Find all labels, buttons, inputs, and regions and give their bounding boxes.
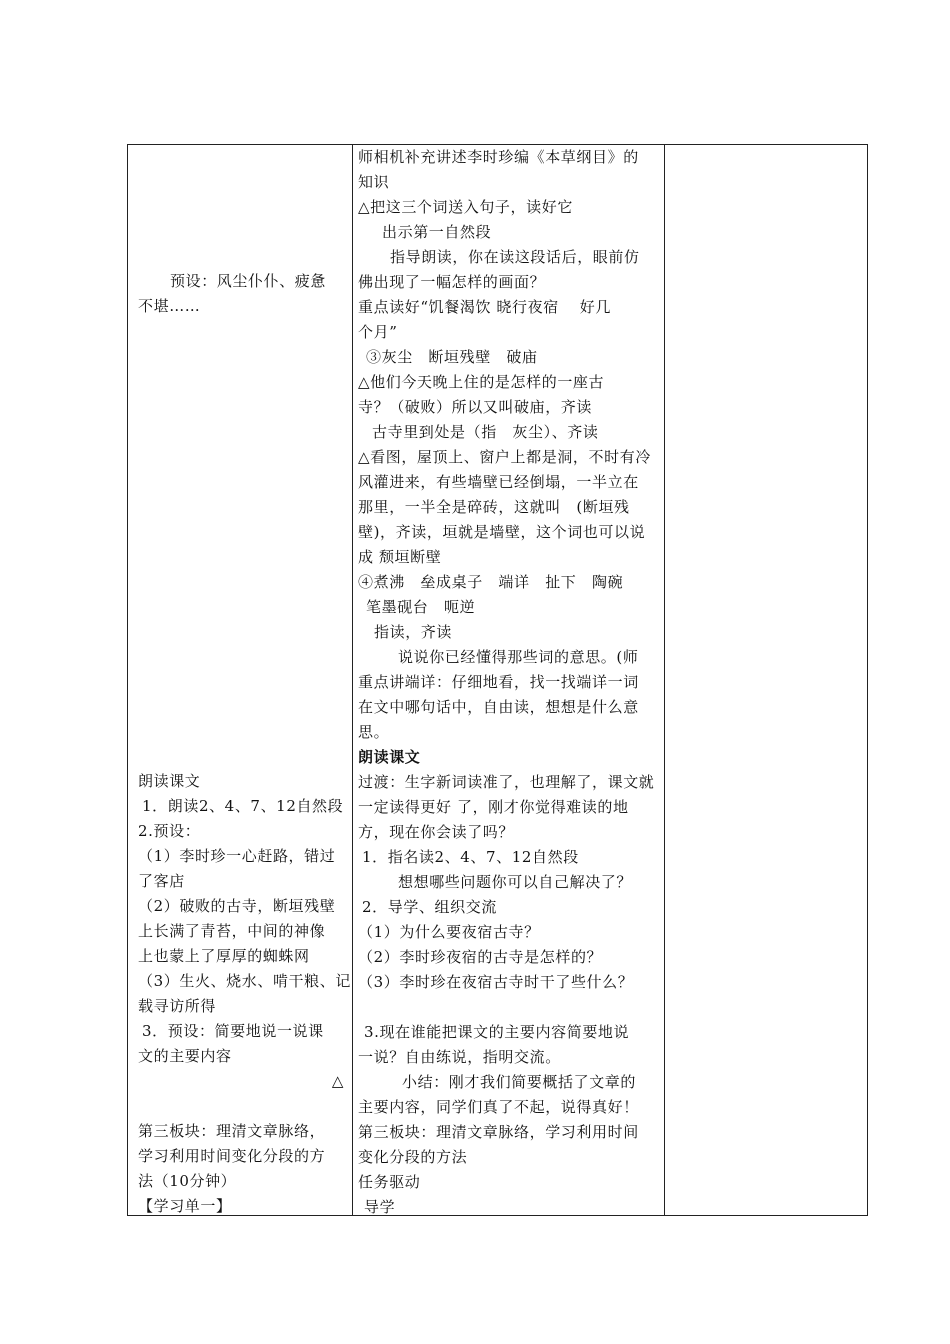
- text-line: △把这三个词送入句子，读好它: [358, 198, 573, 216]
- text-line: 主要内容，同学们真了不起，说得真好！: [358, 1098, 639, 1116]
- text-line: 指导朗读，你在读这段话后，眼前仿: [390, 248, 640, 266]
- text-line: 想想哪些问题你可以自己解决了？: [398, 873, 633, 891]
- text-line: 小结：刚才我们简要概括了文章的: [402, 1073, 637, 1091]
- text-line: 笔墨砚台 呃逆: [366, 598, 476, 616]
- text-line: （3）李时珍在夜宿古寺时干了些什么？: [358, 973, 634, 991]
- student-activity-column: [128, 145, 352, 1215]
- teacher-activity-column: [352, 145, 664, 1215]
- triangle-marker: △: [331, 1072, 344, 1090]
- list-item: 2.预设：: [138, 822, 201, 840]
- list-item: 了客店: [138, 872, 185, 890]
- list-item: 1．朗读2、4、7、12自然段: [142, 797, 344, 815]
- list-item: （2）破败的古寺，断垣残壁: [138, 897, 336, 915]
- text-line: ③灰尘 断垣残壁 破庙: [366, 348, 538, 366]
- text-line: 壁)，齐读，垣就是墙壁，这个词也可以说: [358, 523, 646, 541]
- text-line: 师相机补充讲述李时珍编《本草纲目》的: [358, 148, 639, 166]
- list-item: （1）李时珍一心赶路，错过: [138, 847, 336, 865]
- text-line: 在文中哪句话中，自由读，想想是什么意: [358, 698, 639, 716]
- text-line: △他们今天晚上住的是怎样的一座古: [358, 373, 605, 391]
- list-item: 上也蒙上了厚厚的蜘蛛网: [138, 947, 310, 965]
- list-item: （3）生火、烧水、啃干粮、记: [138, 972, 351, 990]
- text-line: 思。: [358, 723, 390, 741]
- notes-column: [664, 145, 867, 1215]
- section-heading: 朗读课文: [138, 772, 201, 790]
- text-line: 指读，齐读: [374, 623, 453, 641]
- text-line: 方，现在你会读了吗？: [358, 823, 515, 841]
- text-line: 那里，一半全是碎砖，这就叫 (断垣残: [358, 498, 630, 516]
- lesson-plan-table: [127, 144, 868, 1216]
- text-line: 佛出现了一幅怎样的画面？: [358, 273, 546, 291]
- text-line: 导学: [364, 1198, 396, 1216]
- text-line: （1）为什么要夜宿古寺？: [358, 923, 540, 941]
- list-item: 上长满了青苔，中间的神像: [138, 922, 326, 940]
- text-line: 风灌进来，有些墙壁已经倒塌，一半立在: [358, 473, 639, 491]
- text-line: 2．导学、组织交流: [362, 898, 497, 916]
- section-heading: 第三板块：理清文章脉络，: [138, 1122, 326, 1140]
- text-line: ④煮沸 垒成桌子 端详 扯下 陶碗: [358, 573, 624, 591]
- learning-unit-label: 【学习单一】: [138, 1197, 232, 1215]
- list-item: 文的主要内容: [138, 1047, 232, 1065]
- text-line: 出示第一自然段: [382, 223, 492, 241]
- text-line: 寺？（破败）所以又叫破庙，齐读: [358, 398, 593, 416]
- text-line: 第三板块：理清文章脉络，学习利用时间: [358, 1123, 639, 1141]
- text-line: △看图，屋顶上、窗户上都是洞，不时有冷: [358, 448, 651, 466]
- text-line: 重点读好“饥餐渴饮 晓行夜宿 好几: [358, 298, 612, 316]
- text-line: 成 颓垣断壁: [358, 548, 442, 566]
- section-heading: 学习利用时间变化分段的方: [138, 1147, 326, 1165]
- text-line: 知识: [358, 173, 390, 191]
- text-line: 过渡：生字新词读准了，也理解了，课文就: [358, 773, 655, 791]
- list-item: 3．预设：简要地说一说课: [142, 1022, 324, 1040]
- section-heading: 法（10分钟）: [138, 1172, 237, 1190]
- text-line: 个月”: [358, 323, 398, 341]
- text-line: 任务驱动: [358, 1173, 421, 1191]
- preset-text: 不堪……: [138, 297, 201, 315]
- text-line: 一定读得更好 了，刚才你觉得难读的地: [358, 798, 629, 816]
- text-line: （2）李时珍夜宿的古寺是怎样的？: [358, 948, 603, 966]
- text-line: 重点讲端详：仔细地看，找一找端详一词: [358, 673, 639, 691]
- text-line: 1．指名读2、4、7、12自然段: [362, 848, 579, 866]
- list-item: 载寻访所得: [138, 997, 217, 1015]
- text-line: 3.现在谁能把课文的主要内容简要地说: [364, 1023, 630, 1041]
- text-line: 古寺里到处是（指 灰尘）、齐读: [372, 423, 599, 441]
- text-line: 说说你已经懂得那些词的意思。(师: [398, 648, 639, 666]
- preset-text: 预设：风尘仆仆、疲惫: [170, 272, 327, 290]
- section-heading: 朗读课文: [358, 748, 421, 766]
- text-line: 一说？自由练说，指明交流。: [358, 1048, 561, 1066]
- text-line: 变化分段的方法: [358, 1148, 468, 1166]
